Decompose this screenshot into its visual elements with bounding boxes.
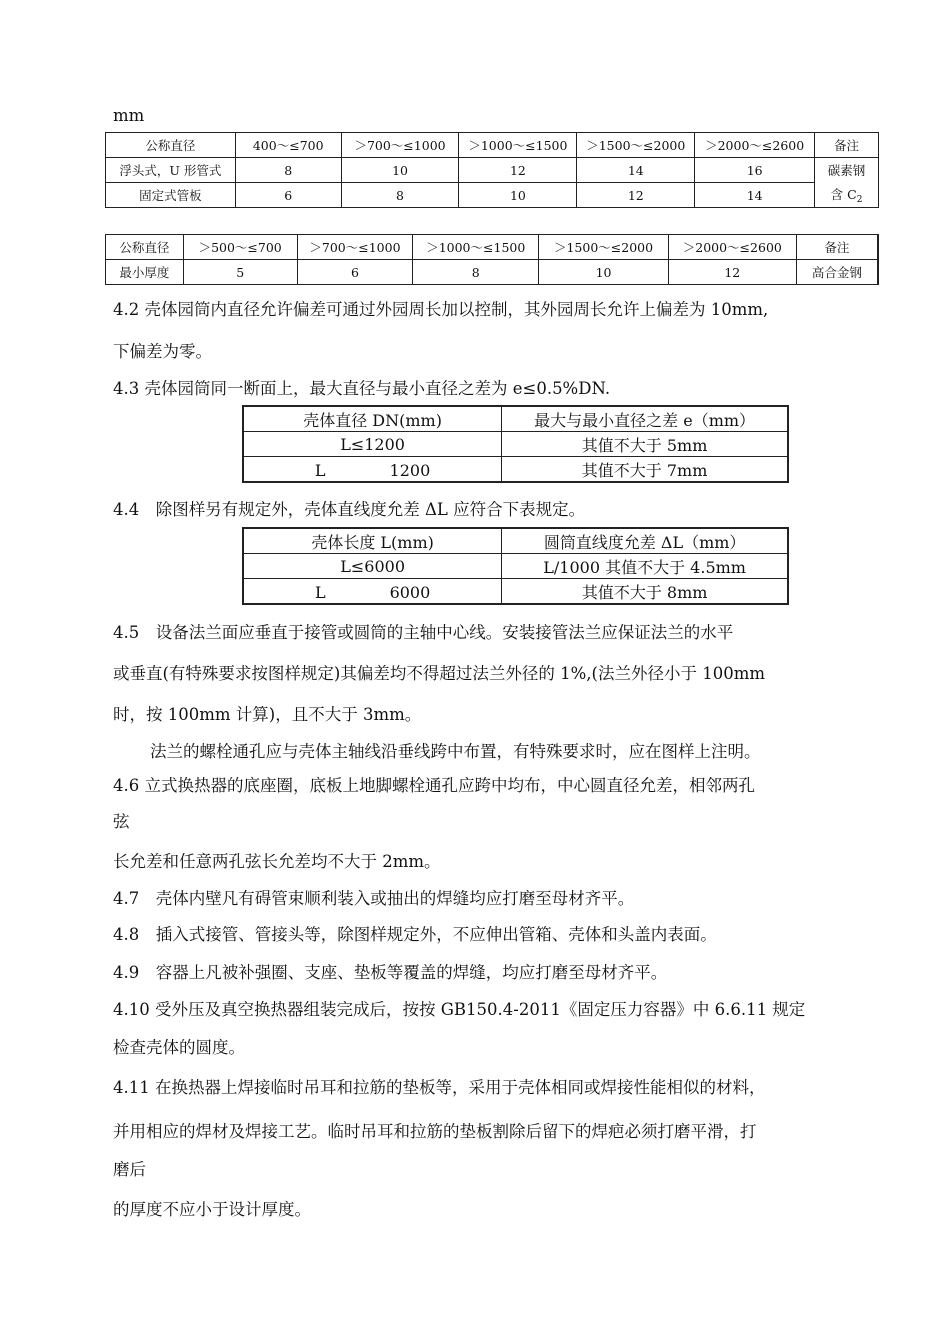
paragraph-4-7: 4.7 壳体内壁凡有碍管束顺利装入或抽出的焊缝均应打磨至母材齐平。 <box>113 889 635 908</box>
table-row <box>106 260 879 285</box>
table-cell: L≤6000 <box>243 554 502 579</box>
table-cell: 固定式管板 <box>106 183 236 208</box>
table-header-row <box>106 235 879 260</box>
table-cell: 10 <box>459 183 577 208</box>
table-cell: 16 <box>695 158 815 183</box>
table-cell: 其值不大于 8mm <box>502 579 788 605</box>
table-cell: ＞2000～≤2600 <box>668 235 796 260</box>
unit-label: mm <box>113 106 145 125</box>
table-cell: 最大与最小直径之差 e（mm） <box>502 406 788 432</box>
paragraph-4-6-line3: 长允差和任意两孔弦长允差均不大于 2mm。 <box>113 852 441 871</box>
table-cell: 高合金钢 <box>796 260 878 285</box>
paragraph-4-5: 4.5 设备法兰面应垂直于接管或圆筒的主轴中心线。安装接管法兰应保证法兰的水平 <box>113 623 734 642</box>
paragraph-4-8: 4.8 插入式接管、管接头等，除图样规定外，不应伸出管箱、壳体和头盖内表面。 <box>113 925 717 944</box>
table-cell: 10 <box>341 158 459 183</box>
table-cell: 6 <box>235 183 341 208</box>
table-cell: 公称直径 <box>106 235 184 260</box>
table-cell: 其值不大于 7mm <box>502 457 788 483</box>
table-cell: 备注 <box>815 133 879 158</box>
table-cell: ＞700～≤1000 <box>297 235 413 260</box>
table-cell: L/1000 其值不大于 4.5mm <box>502 554 788 579</box>
table-cell: 12 <box>459 158 577 183</box>
diameter-tolerance-table <box>242 405 789 483</box>
table-row <box>106 183 879 208</box>
paragraph-4-11-line2: 并用相应的焊材及焊接工艺。临时吊耳和拉筋的垫板割除后留下的焊疤必须打磨平滑，打 <box>113 1122 757 1141</box>
paragraph-4-11-line4: 的厚度不应小于设计厚度。 <box>113 1200 311 1219</box>
table-cell: 最小厚度 <box>106 260 184 285</box>
paragraph-4-5-line3: 时，按 100mm 计算)，且不大于 3mm。 <box>113 705 422 724</box>
table-row <box>243 432 788 457</box>
table-row <box>106 158 879 183</box>
paragraph-4-4: 4.4 除图样另有规定外，壳体直线度允差 ΔL 应符合下表规定。 <box>113 500 586 519</box>
paragraph-4-3: 4.3 壳体园筒同一断面上，最大直径与最小直径之差为 e≤0.5%DN. <box>113 379 611 398</box>
table-cell: 壳体直径 DN(mm) <box>243 406 502 432</box>
table-row <box>243 554 788 579</box>
table-cell: 6 <box>297 260 413 285</box>
table-cell: L 1200 <box>243 457 502 483</box>
table-cell: 14 <box>577 158 695 183</box>
paragraph-4-5-flange-note: 法兰的螺栓通孔应与壳体主轴线沿垂线跨中布置，有特殊要求时，应在图样上注明。 <box>150 742 761 761</box>
paragraph-4-9: 4.9 容器上凡被补强圈、支座、垫板等覆盖的焊缝，均应打磨至母材齐平。 <box>113 963 668 982</box>
thickness-table-carbon-steel <box>105 132 879 208</box>
table-header-row <box>243 406 788 432</box>
table-cell: 12 <box>668 260 796 285</box>
note-text: 含 C <box>830 186 857 202</box>
table-cell: 14 <box>695 183 815 208</box>
table-row <box>243 579 788 605</box>
table-cell: ＞1500～≤2000 <box>539 235 669 260</box>
table-cell: 圆筒直线度允差 ΔL（mm） <box>502 528 788 554</box>
paragraph-4-2-cont: 下偏差为零。 <box>113 342 212 361</box>
table-row <box>243 457 788 483</box>
paragraph-4-6-line2: 弦 <box>113 812 130 831</box>
straightness-tolerance-table <box>242 527 789 605</box>
paragraph-4-10-line2: 检查壳体的圆度。 <box>113 1038 245 1057</box>
table-header-row <box>243 528 788 554</box>
table-cell: 碳素钢 <box>815 158 879 183</box>
paragraph-4-10: 4.10 受外压及真空换热器组装完成后，按按 GB150.4-2011《固定压力容器》中 6.6.11 规定 <box>113 1000 806 1019</box>
table-cell: 8 <box>235 158 341 183</box>
table-cell: 10 <box>539 260 669 285</box>
table-cell: 其值不大于 5mm <box>502 432 788 457</box>
table-cell: ＞1000～≤1500 <box>413 235 539 260</box>
table-cell: 公称直径 <box>106 133 236 158</box>
paragraph-4-11: 4.11 在换热器上焊接临时吊耳和拉筋的垫板等，采用于壳体相同或焊接性能相似的材料， <box>113 1078 766 1097</box>
table-cell: 壳体长度 L(mm) <box>243 528 502 554</box>
table-cell: ＞2000～≤2600 <box>695 133 815 158</box>
paragraph-4-6: 4.6 立式换热器的底座圈，底板上地脚螺栓通孔应跨中均布，中心圆直径允差，相邻两孔 <box>113 776 755 795</box>
table-cell-note <box>815 183 879 208</box>
table-cell: 5 <box>183 260 297 285</box>
table-cell: ＞500～≤700 <box>183 235 297 260</box>
paragraph-4-5-line2: 或垂直(有特殊要求按图样规定)其偏差均不得超过法兰外径的 1%,(法兰外径小于 100mm <box>113 664 766 683</box>
table-cell: L≤1200 <box>243 432 502 457</box>
paragraph-4-2: 4.2 壳体园筒内直径允许偏差可通过外园周长加以控制，其外园周长允许上偏差为 10mm, <box>113 300 769 319</box>
table-cell: 浮头式，U 形管式 <box>106 158 236 183</box>
paragraph-4-11-line3: 磨后 <box>113 1160 146 1179</box>
table-cell: 400～≤700 <box>235 133 341 158</box>
table-cell: 8 <box>341 183 459 208</box>
table-header-row <box>106 133 879 158</box>
table-cell: 12 <box>577 183 695 208</box>
table-cell: ＞1500～≤2000 <box>577 133 695 158</box>
table-cell: 8 <box>413 260 539 285</box>
thickness-table-high-alloy <box>105 234 879 285</box>
table-cell: ＞1000～≤1500 <box>459 133 577 158</box>
table-cell: L 6000 <box>243 579 502 605</box>
table-cell: ＞700～≤1000 <box>341 133 459 158</box>
table-cell: 备注 <box>796 235 878 260</box>
note-subscript: 2 <box>856 194 863 205</box>
